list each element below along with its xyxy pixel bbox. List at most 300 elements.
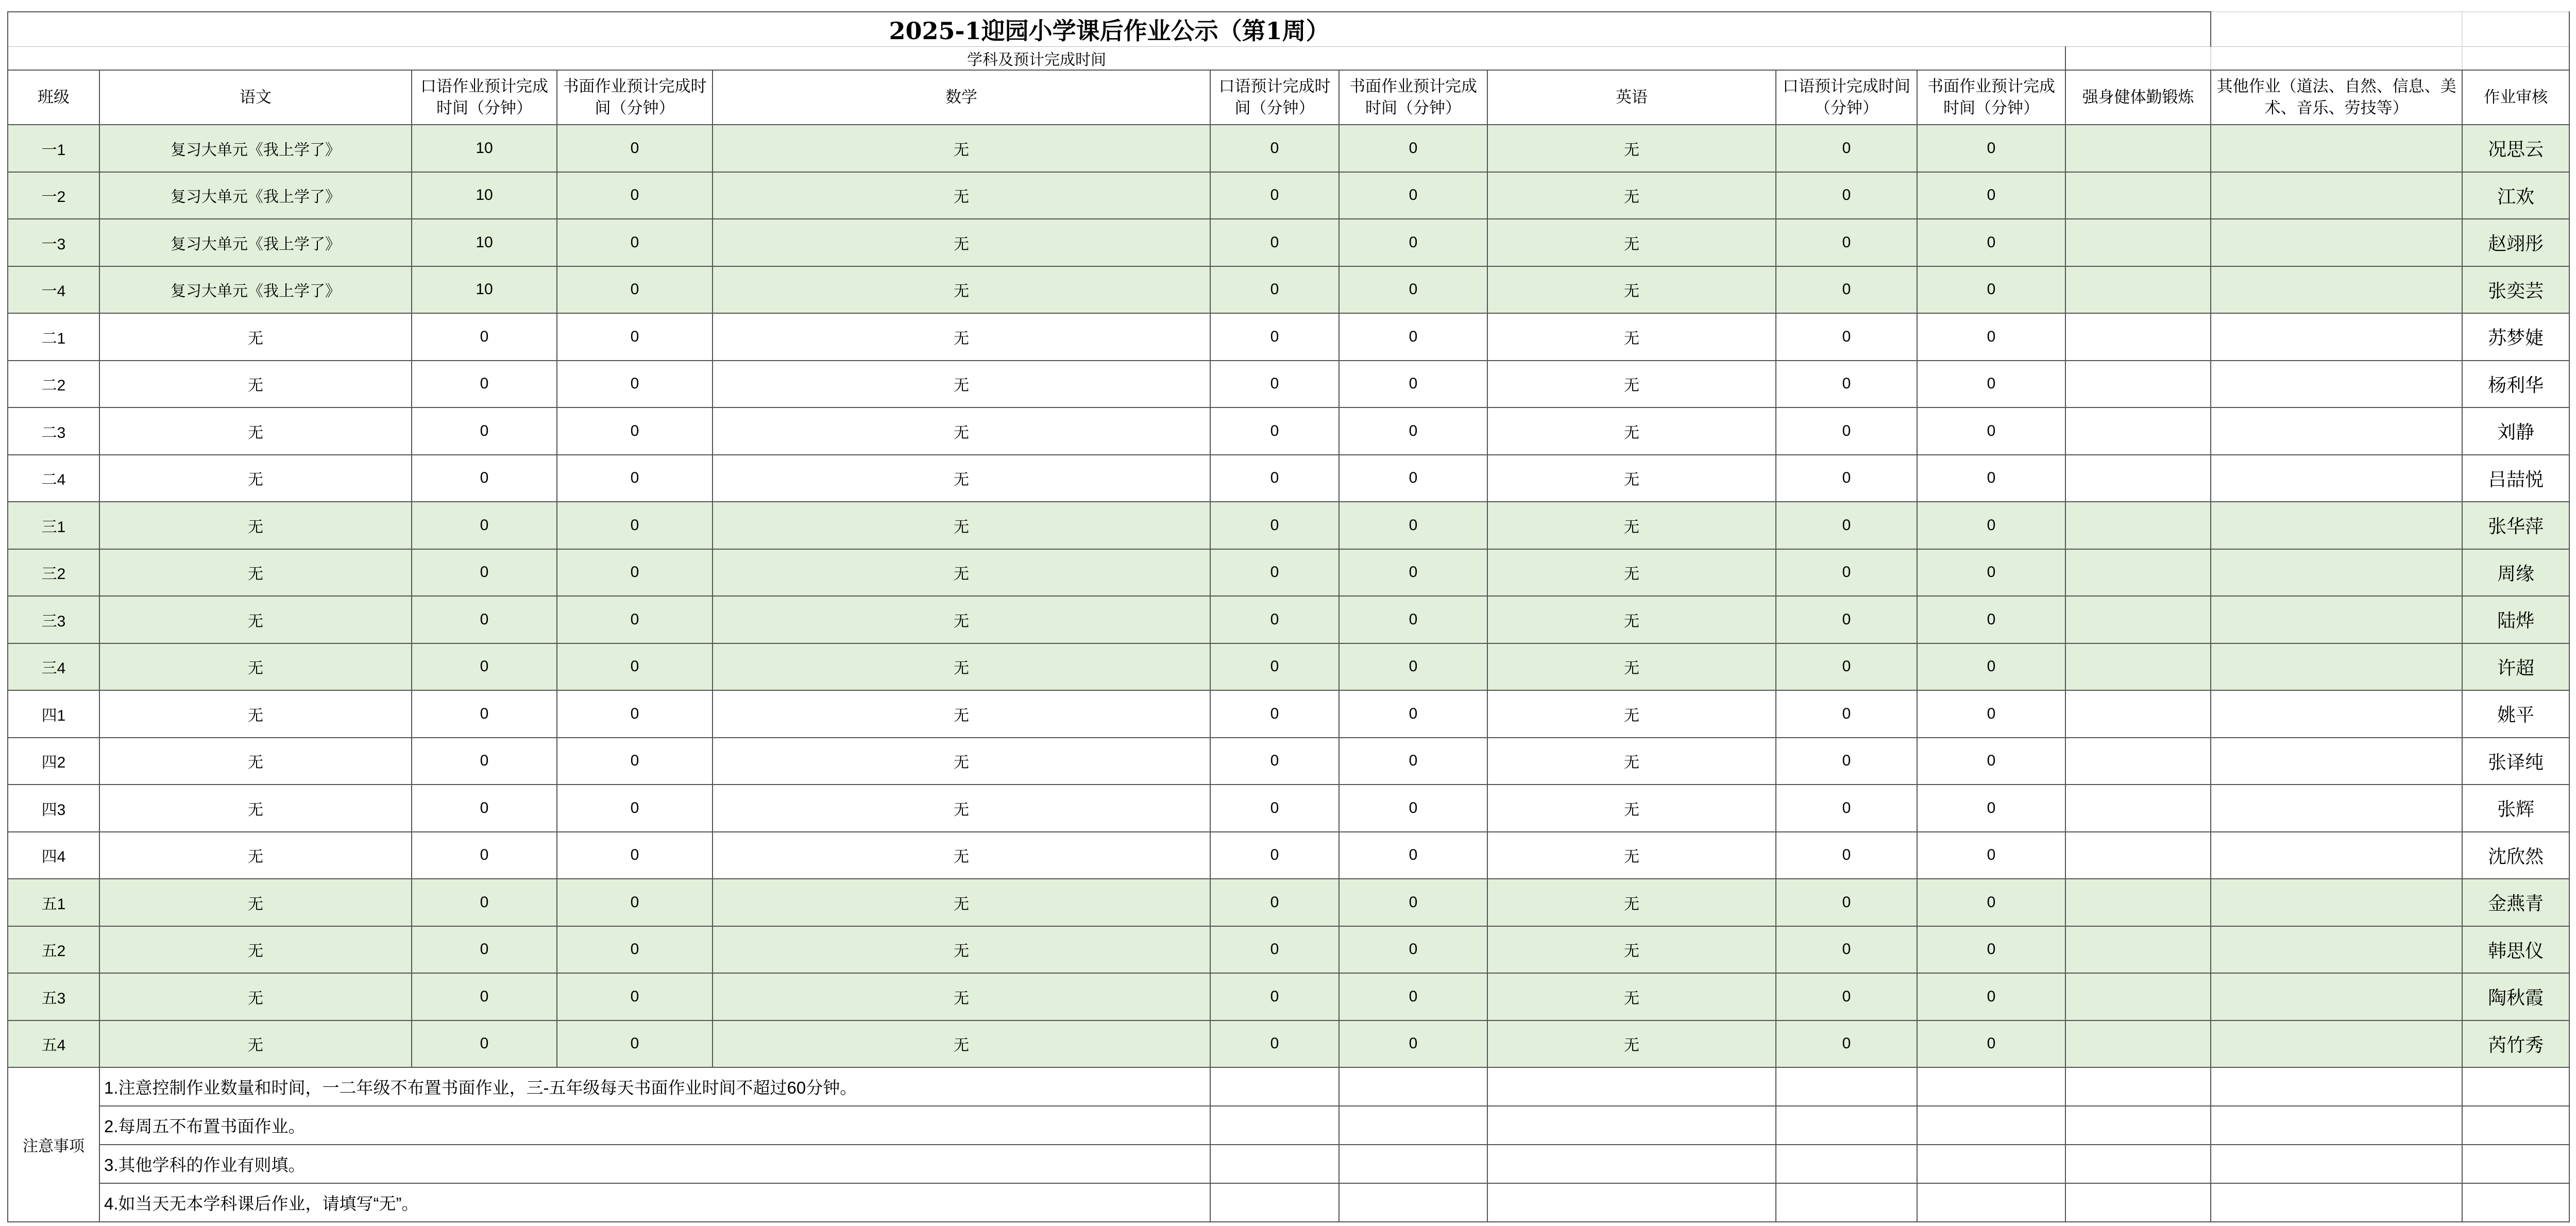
english-cell[interactable]: 无 (1487, 125, 1776, 172)
english-cell[interactable]: 无 (1487, 832, 1776, 879)
english-oral-cell[interactable]: 0 (1776, 832, 1917, 879)
note-blank-cell[interactable] (1917, 1183, 2065, 1222)
math-cell[interactable]: 无 (713, 125, 1210, 172)
reviewer-cell[interactable]: 韩思仪 (2462, 926, 2569, 974)
english-written-cell[interactable]: 0 (1917, 549, 2065, 597)
class-cell[interactable]: 二4 (8, 455, 99, 502)
other-cell[interactable] (2211, 361, 2462, 408)
chinese-oral-cell[interactable]: 0 (412, 407, 557, 455)
reviewer-cell[interactable]: 陆烨 (2462, 596, 2569, 643)
class-cell[interactable]: 二3 (8, 407, 99, 455)
note-blank-cell[interactable] (2462, 1183, 2569, 1222)
math-oral-cell[interactable]: 0 (1210, 879, 1339, 926)
chinese-written-cell[interactable]: 0 (557, 926, 713, 974)
chinese-oral-cell[interactable]: 0 (412, 879, 557, 926)
english-oral-cell[interactable]: 0 (1776, 125, 1917, 172)
english-written-cell[interactable]: 0 (1917, 832, 2065, 879)
reviewer-cell[interactable]: 刘静 (2462, 407, 2569, 455)
chinese-cell[interactable]: 无 (99, 785, 412, 832)
chinese-cell[interactable]: 无 (99, 926, 412, 974)
reviewer-cell[interactable]: 芮竹秀 (2462, 1020, 2569, 1068)
exercise-cell[interactable] (2065, 832, 2211, 879)
note-blank-cell[interactable] (2065, 1067, 2211, 1106)
exercise-cell[interactable] (2065, 926, 2211, 974)
english-cell[interactable]: 无 (1487, 596, 1776, 643)
class-cell[interactable]: 二1 (8, 313, 99, 361)
other-cell[interactable] (2211, 926, 2462, 974)
chinese-written-cell[interactable]: 0 (557, 407, 713, 455)
chinese-cell[interactable]: 复习大单元《我上学了》 (99, 219, 412, 266)
english-oral-cell[interactable]: 0 (1776, 266, 1917, 314)
other-cell[interactable] (2211, 313, 2462, 361)
class-cell[interactable]: 五4 (8, 1020, 99, 1068)
chinese-written-cell[interactable]: 0 (557, 643, 713, 691)
note-blank-cell[interactable] (1917, 1106, 2065, 1145)
chinese-oral-cell[interactable]: 0 (412, 313, 557, 361)
english-oral-cell[interactable]: 0 (1776, 502, 1917, 549)
math-written-cell[interactable]: 0 (1339, 361, 1487, 408)
header-math-written: 书面作业预计完成时间（分钟） (1339, 70, 1487, 125)
note-blank-cell[interactable] (1776, 1145, 1917, 1183)
english-cell[interactable]: 无 (1487, 361, 1776, 408)
chinese-oral-cell[interactable]: 10 (412, 125, 557, 172)
math-cell[interactable]: 无 (713, 549, 1210, 597)
exercise-cell[interactable] (2065, 266, 2211, 314)
exercise-cell[interactable] (2065, 125, 2211, 172)
chinese-cell[interactable]: 无 (99, 643, 412, 691)
reviewer-cell[interactable]: 周缘 (2462, 549, 2569, 597)
note-blank-cell[interactable] (1339, 1183, 1487, 1222)
reviewer-cell[interactable]: 姚平 (2462, 690, 2569, 738)
exercise-cell[interactable] (2065, 1020, 2211, 1068)
math-written-cell[interactable]: 0 (1339, 596, 1487, 643)
note-blank-cell[interactable] (2065, 1106, 2211, 1145)
class-cell[interactable]: 五3 (8, 973, 99, 1020)
reviewer-cell[interactable]: 许超 (2462, 643, 2569, 691)
other-cell[interactable] (2211, 596, 2462, 643)
reviewer-cell[interactable]: 张辉 (2462, 785, 2569, 832)
math-oral-cell[interactable]: 0 (1210, 549, 1339, 597)
chinese-written-cell[interactable]: 0 (557, 973, 713, 1020)
english-cell[interactable]: 无 (1487, 172, 1776, 219)
english-written-cell[interactable]: 0 (1917, 502, 2065, 549)
chinese-written-cell[interactable]: 0 (557, 266, 713, 314)
reviewer-cell[interactable]: 苏梦婕 (2462, 313, 2569, 361)
chinese-oral-cell[interactable]: 0 (412, 596, 557, 643)
english-cell[interactable]: 无 (1487, 738, 1776, 785)
other-cell[interactable] (2211, 455, 2462, 502)
other-cell[interactable] (2211, 549, 2462, 597)
other-cell[interactable] (2211, 973, 2462, 1020)
math-written-cell[interactable]: 0 (1339, 690, 1487, 738)
math-oral-cell[interactable]: 0 (1210, 643, 1339, 691)
math-written-cell[interactable]: 0 (1339, 738, 1487, 785)
math-cell[interactable]: 无 (713, 455, 1210, 502)
chinese-oral-cell[interactable]: 0 (412, 690, 557, 738)
chinese-oral-cell[interactable]: 0 (412, 785, 557, 832)
reviewer-cell[interactable]: 张译纯 (2462, 738, 2569, 785)
reviewer-cell[interactable]: 张奕芸 (2462, 266, 2569, 314)
note-blank-cell[interactable] (1210, 1183, 1339, 1222)
exercise-cell[interactable] (2065, 455, 2211, 502)
class-cell[interactable]: 一2 (8, 172, 99, 219)
class-cell[interactable]: 三3 (8, 596, 99, 643)
other-cell[interactable] (2211, 219, 2462, 266)
reviewer-cell[interactable]: 吕喆悦 (2462, 455, 2569, 502)
chinese-cell[interactable]: 无 (99, 879, 412, 926)
note-blank-cell[interactable] (1487, 1183, 1776, 1222)
english-cell[interactable]: 无 (1487, 266, 1776, 314)
chinese-oral-cell[interactable]: 0 (412, 973, 557, 1020)
chinese-cell[interactable]: 无 (99, 313, 412, 361)
chinese-cell[interactable]: 无 (99, 738, 412, 785)
english-written-cell[interactable]: 0 (1917, 313, 2065, 361)
english-written-cell[interactable]: 0 (1917, 1020, 2065, 1068)
math-cell[interactable]: 无 (713, 502, 1210, 549)
math-written-cell[interactable]: 0 (1339, 879, 1487, 926)
chinese-written-cell[interactable]: 0 (557, 219, 713, 266)
math-written-cell[interactable]: 0 (1339, 549, 1487, 597)
math-cell[interactable]: 无 (713, 172, 1210, 219)
chinese-oral-cell[interactable]: 10 (412, 172, 557, 219)
other-cell[interactable] (2211, 172, 2462, 219)
note-blank-cell[interactable] (1210, 1106, 1339, 1145)
exercise-cell[interactable] (2065, 785, 2211, 832)
english-cell[interactable]: 无 (1487, 407, 1776, 455)
math-cell[interactable]: 无 (713, 690, 1210, 738)
class-cell[interactable]: 一3 (8, 219, 99, 266)
class-cell[interactable]: 四2 (8, 738, 99, 785)
chinese-written-cell[interactable]: 0 (557, 738, 713, 785)
reviewer-cell[interactable]: 江欢 (2462, 172, 2569, 219)
english-written-cell[interactable]: 0 (1917, 926, 2065, 974)
math-cell[interactable]: 无 (713, 361, 1210, 408)
table-row (8, 973, 2569, 1020)
math-oral-cell[interactable]: 0 (1210, 785, 1339, 832)
math-written-cell[interactable]: 0 (1339, 172, 1487, 219)
chinese-written-cell[interactable]: 0 (557, 125, 713, 172)
chinese-oral-cell[interactable]: 0 (412, 832, 557, 879)
math-written-cell[interactable]: 0 (1339, 1020, 1487, 1068)
math-oral-cell[interactable]: 0 (1210, 502, 1339, 549)
math-cell[interactable]: 无 (713, 738, 1210, 785)
exercise-cell[interactable] (2065, 690, 2211, 738)
english-cell[interactable]: 无 (1487, 926, 1776, 974)
exercise-cell[interactable] (2065, 502, 2211, 549)
reviewer-cell[interactable]: 沈欣然 (2462, 832, 2569, 879)
chinese-cell[interactable]: 无 (99, 361, 412, 408)
other-cell[interactable] (2211, 738, 2462, 785)
english-cell[interactable]: 无 (1487, 879, 1776, 926)
math-written-cell[interactable]: 0 (1339, 125, 1487, 172)
note-blank-cell[interactable] (1210, 1145, 1339, 1183)
chinese-cell[interactable]: 无 (99, 407, 412, 455)
english-cell[interactable]: 无 (1487, 973, 1776, 1020)
other-cell[interactable] (2211, 502, 2462, 549)
class-cell[interactable]: 三2 (8, 549, 99, 597)
note-blank-cell[interactable] (2462, 1067, 2569, 1106)
chinese-cell[interactable]: 无 (99, 973, 412, 1020)
math-oral-cell[interactable]: 0 (1210, 172, 1339, 219)
english-written-cell[interactable]: 0 (1917, 690, 2065, 738)
chinese-oral-cell[interactable]: 10 (412, 266, 557, 314)
chinese-written-cell[interactable]: 0 (557, 1020, 713, 1068)
exercise-cell[interactable] (2065, 172, 2211, 219)
note-blank-cell[interactable] (2065, 1183, 2211, 1222)
note-blank-cell[interactable] (2462, 1145, 2569, 1183)
english-oral-cell[interactable]: 0 (1776, 643, 1917, 691)
header-english-oral: 口语预计完成时间（分钟） (1776, 70, 1917, 125)
english-oral-cell[interactable]: 0 (1776, 879, 1917, 926)
reviewer-cell[interactable]: 况思云 (2462, 125, 2569, 172)
class-cell[interactable]: 五1 (8, 879, 99, 926)
english-cell[interactable]: 无 (1487, 219, 1776, 266)
chinese-oral-cell[interactable]: 0 (412, 455, 557, 502)
note-blank-cell[interactable] (1339, 1106, 1487, 1145)
chinese-oral-cell[interactable]: 10 (412, 219, 557, 266)
english-cell[interactable]: 无 (1487, 313, 1776, 361)
math-written-cell[interactable]: 0 (1339, 266, 1487, 314)
note-blank-cell[interactable] (1917, 1067, 2065, 1106)
chinese-written-cell[interactable]: 0 (557, 455, 713, 502)
english-written-cell[interactable]: 0 (1917, 596, 2065, 643)
note-blank-cell[interactable] (1776, 1067, 1917, 1106)
other-cell[interactable] (2211, 643, 2462, 691)
exercise-cell[interactable] (2065, 407, 2211, 455)
english-written-cell[interactable]: 0 (1917, 455, 2065, 502)
english-oral-cell[interactable]: 0 (1776, 690, 1917, 738)
math-written-cell[interactable]: 0 (1339, 643, 1487, 691)
note-blank-cell[interactable] (2211, 1106, 2462, 1145)
english-cell[interactable]: 无 (1487, 690, 1776, 738)
english-oral-cell[interactable]: 0 (1776, 926, 1917, 974)
math-cell[interactable]: 无 (713, 407, 1210, 455)
table-row (8, 219, 2569, 266)
other-cell[interactable] (2211, 407, 2462, 455)
math-cell[interactable]: 无 (713, 266, 1210, 314)
table-row (8, 690, 2569, 738)
chinese-cell[interactable]: 复习大单元《我上学了》 (99, 172, 412, 219)
english-oral-cell[interactable]: 0 (1776, 361, 1917, 408)
chinese-written-cell[interactable]: 0 (557, 879, 713, 926)
math-cell[interactable]: 无 (713, 832, 1210, 879)
math-oral-cell[interactable]: 0 (1210, 455, 1339, 502)
english-oral-cell[interactable]: 0 (1776, 1020, 1917, 1068)
english-oral-cell[interactable]: 0 (1776, 596, 1917, 643)
math-oral-cell[interactable]: 0 (1210, 361, 1339, 408)
other-cell[interactable] (2211, 125, 2462, 172)
english-written-cell[interactable]: 0 (1917, 879, 2065, 926)
math-oral-cell[interactable]: 0 (1210, 690, 1339, 738)
english-written-cell[interactable]: 0 (1917, 125, 2065, 172)
math-cell[interactable]: 无 (713, 219, 1210, 266)
english-written-cell[interactable]: 0 (1917, 361, 2065, 408)
math-written-cell[interactable]: 0 (1339, 407, 1487, 455)
other-cell[interactable] (2211, 1020, 2462, 1068)
reviewer-cell[interactable]: 赵翊彤 (2462, 219, 2569, 266)
chinese-cell[interactable]: 无 (99, 549, 412, 597)
other-cell[interactable] (2211, 785, 2462, 832)
english-cell[interactable]: 无 (1487, 1020, 1776, 1068)
math-oral-cell[interactable]: 0 (1210, 125, 1339, 172)
other-cell[interactable] (2211, 690, 2462, 738)
math-cell[interactable]: 无 (713, 643, 1210, 691)
class-cell[interactable]: 三1 (8, 502, 99, 549)
math-oral-cell[interactable]: 0 (1210, 266, 1339, 314)
exercise-cell[interactable] (2065, 361, 2211, 408)
math-written-cell[interactable]: 0 (1339, 832, 1487, 879)
english-cell[interactable]: 无 (1487, 502, 1776, 549)
note-blank-cell[interactable] (1339, 1067, 1487, 1106)
exercise-cell[interactable] (2065, 879, 2211, 926)
chinese-cell[interactable]: 复习大单元《我上学了》 (99, 125, 412, 172)
english-oral-cell[interactable]: 0 (1776, 407, 1917, 455)
math-cell[interactable]: 无 (713, 596, 1210, 643)
chinese-oral-cell[interactable]: 0 (412, 361, 557, 408)
math-written-cell[interactable]: 0 (1339, 785, 1487, 832)
note-blank-cell[interactable] (1487, 1067, 1776, 1106)
english-written-cell[interactable]: 0 (1917, 172, 2065, 219)
note-blank-cell[interactable] (1487, 1145, 1776, 1183)
english-oral-cell[interactable]: 0 (1776, 785, 1917, 832)
math-written-cell[interactable]: 0 (1339, 455, 1487, 502)
chinese-cell[interactable]: 无 (99, 832, 412, 879)
math-cell[interactable]: 无 (713, 1020, 1210, 1068)
english-oral-cell[interactable]: 0 (1776, 973, 1917, 1020)
math-cell[interactable]: 无 (713, 785, 1210, 832)
english-written-cell[interactable]: 0 (1917, 643, 2065, 691)
math-written-cell[interactable]: 0 (1339, 926, 1487, 974)
exercise-cell[interactable] (2065, 219, 2211, 266)
other-cell[interactable] (2211, 879, 2462, 926)
chinese-oral-cell[interactable]: 0 (412, 502, 557, 549)
chinese-cell[interactable]: 无 (99, 690, 412, 738)
reviewer-cell[interactable]: 陶秋霞 (2462, 973, 2569, 1020)
english-oral-cell[interactable]: 0 (1776, 219, 1917, 266)
header-row (8, 70, 2569, 125)
chinese-written-cell[interactable]: 0 (557, 785, 713, 832)
note-blank-cell[interactable] (2462, 1106, 2569, 1145)
chinese-oral-cell[interactable]: 0 (412, 643, 557, 691)
reviewer-cell[interactable]: 张华萍 (2462, 502, 2569, 549)
chinese-cell[interactable]: 无 (99, 502, 412, 549)
class-cell[interactable]: 二2 (8, 361, 99, 408)
chinese-cell[interactable]: 无 (99, 1020, 412, 1068)
note-blank-cell[interactable] (1917, 1145, 2065, 1183)
english-written-cell[interactable]: 0 (1917, 973, 2065, 1020)
note-blank-cell[interactable] (1776, 1183, 1917, 1222)
english-oral-cell[interactable]: 0 (1776, 172, 1917, 219)
english-written-cell[interactable]: 0 (1917, 738, 2065, 785)
exercise-cell[interactable] (2065, 313, 2211, 361)
class-cell[interactable]: 五2 (8, 926, 99, 974)
class-cell[interactable]: 一4 (8, 266, 99, 314)
math-oral-cell[interactable]: 0 (1210, 738, 1339, 785)
class-cell[interactable]: 四3 (8, 785, 99, 832)
note-blank-cell[interactable] (1487, 1106, 1776, 1145)
math-cell[interactable]: 无 (713, 879, 1210, 926)
reviewer-cell[interactable]: 金燕青 (2462, 879, 2569, 926)
homework-sheet (7, 11, 2569, 1222)
chinese-cell[interactable]: 复习大单元《我上学了》 (99, 266, 412, 314)
english-oral-cell[interactable]: 0 (1776, 738, 1917, 785)
exercise-cell[interactable] (2065, 596, 2211, 643)
english-oral-cell[interactable]: 0 (1776, 313, 1917, 361)
math-oral-cell[interactable]: 0 (1210, 926, 1339, 974)
chinese-cell[interactable]: 无 (99, 596, 412, 643)
english-written-cell[interactable]: 0 (1917, 219, 2065, 266)
exercise-cell[interactable] (2065, 549, 2211, 597)
math-cell[interactable]: 无 (713, 973, 1210, 1020)
reviewer-cell[interactable]: 杨利华 (2462, 361, 2569, 408)
note-blank-cell[interactable] (1210, 1067, 1339, 1106)
math-written-cell[interactable]: 0 (1339, 502, 1487, 549)
exercise-cell[interactable] (2065, 738, 2211, 785)
note-blank-cell[interactable] (1339, 1145, 1487, 1183)
math-oral-cell[interactable]: 0 (1210, 313, 1339, 361)
math-oral-cell[interactable]: 0 (1210, 219, 1339, 266)
math-oral-cell[interactable]: 0 (1210, 832, 1339, 879)
other-cell[interactable] (2211, 266, 2462, 314)
chinese-oral-cell[interactable]: 0 (412, 549, 557, 597)
english-cell[interactable]: 无 (1487, 643, 1776, 691)
chinese-written-cell[interactable]: 0 (557, 502, 713, 549)
math-cell[interactable]: 无 (713, 926, 1210, 974)
math-oral-cell[interactable]: 0 (1210, 973, 1339, 1020)
english-written-cell[interactable]: 0 (1917, 266, 2065, 314)
other-cell[interactable] (2211, 832, 2462, 879)
english-cell[interactable]: 无 (1487, 455, 1776, 502)
chinese-oral-cell[interactable]: 0 (412, 926, 557, 974)
note-blank-cell[interactable] (2211, 1183, 2462, 1222)
chinese-oral-cell[interactable]: 0 (412, 1020, 557, 1068)
note-blank-cell[interactable] (2065, 1145, 2211, 1183)
note-blank-cell[interactable] (2211, 1145, 2462, 1183)
math-oral-cell[interactable]: 0 (1210, 407, 1339, 455)
english-oral-cell[interactable]: 0 (1776, 549, 1917, 597)
exercise-cell[interactable] (2065, 973, 2211, 1020)
math-oral-cell[interactable]: 0 (1210, 1020, 1339, 1068)
note-text: 4.如当天无本学科课后作业，请填写“无”。 (99, 1183, 1210, 1222)
chinese-oral-cell[interactable]: 0 (412, 738, 557, 785)
chinese-written-cell[interactable]: 0 (557, 832, 713, 879)
chinese-written-cell[interactable]: 0 (557, 361, 713, 408)
chinese-written-cell[interactable]: 0 (557, 690, 713, 738)
math-written-cell[interactable]: 0 (1339, 313, 1487, 361)
class-cell[interactable]: 四4 (8, 832, 99, 879)
class-cell[interactable]: 三4 (8, 643, 99, 691)
chinese-written-cell[interactable]: 0 (557, 313, 713, 361)
note-blank-cell[interactable] (2211, 1067, 2462, 1106)
english-written-cell[interactable]: 0 (1917, 407, 2065, 455)
english-cell[interactable]: 无 (1487, 785, 1776, 832)
math-oral-cell[interactable]: 0 (1210, 596, 1339, 643)
class-cell[interactable]: 一1 (8, 125, 99, 172)
chinese-written-cell[interactable]: 0 (557, 172, 713, 219)
math-written-cell[interactable]: 0 (1339, 973, 1487, 1020)
note-blank-cell[interactable] (1776, 1106, 1917, 1145)
class-cell[interactable]: 四1 (8, 690, 99, 738)
math-written-cell[interactable]: 0 (1339, 219, 1487, 266)
exercise-cell[interactable] (2065, 643, 2211, 691)
math-cell[interactable]: 无 (713, 313, 1210, 361)
chinese-written-cell[interactable]: 0 (557, 549, 713, 597)
english-oral-cell[interactable]: 0 (1776, 455, 1917, 502)
english-cell[interactable]: 无 (1487, 549, 1776, 597)
chinese-written-cell[interactable]: 0 (557, 596, 713, 643)
english-written-cell[interactable]: 0 (1917, 785, 2065, 832)
chinese-cell[interactable]: 无 (99, 455, 412, 502)
